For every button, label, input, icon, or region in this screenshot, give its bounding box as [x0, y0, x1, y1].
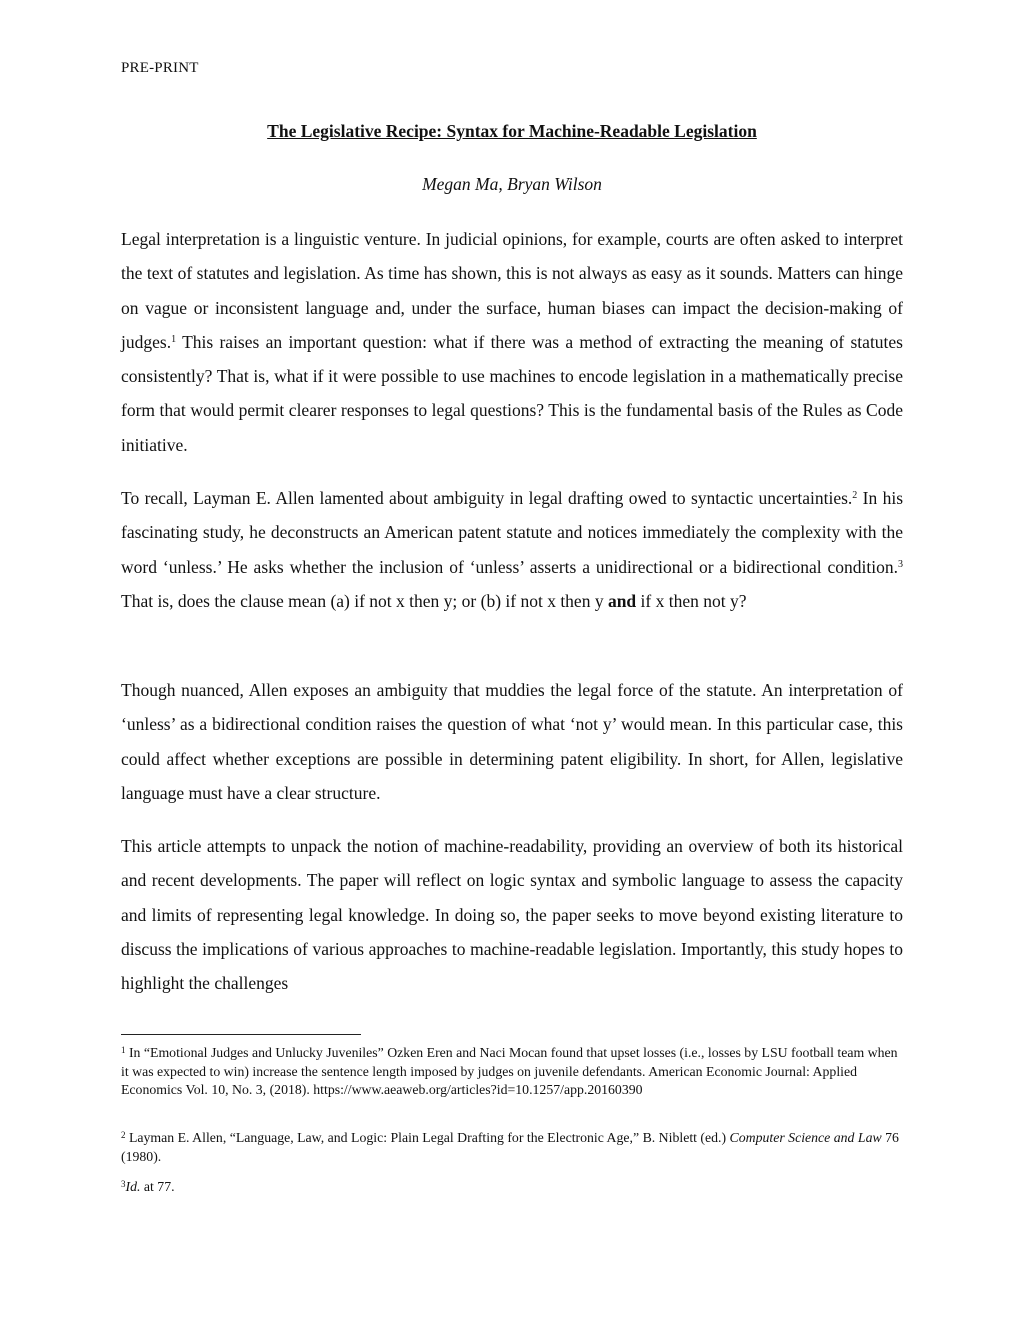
paragraph-2-text-b: In his fascinating study, he deconstructs an American patent statute and notices immediately the complexity with the word ‘unless.’ He asks whether the inclusion of ‘unless’ asserts a unidirectional or a bidirectional condition. — [121, 488, 903, 577]
paragraph-2-bold-and: and — [607, 590, 637, 611]
paragraph-2 — [121, 481, 903, 618]
footnote-1 — [121, 1044, 903, 1100]
footnote-3-italic: Id. — [125, 1179, 141, 1194]
footnote-2-text-a: Layman E. Allen, “Language, Law, and Logic: Plain Legal Drafting for the Electronic Age,” B. Niblett (ed.) — [125, 1130, 730, 1145]
paragraph-2-text-a: To recall, Layman E. Allen lamented about ambiguity in legal drafting owed to syntactic uncertainties. — [121, 488, 853, 508]
footnote-2-number: 2 — [121, 1130, 126, 1140]
footnote-1-number: 1 — [121, 1045, 126, 1055]
paragraph-3: Though nuanced, Allen exposes an ambiguity that muddies the legal force of the statute. An interpretation of ‘unless’ as a bidirectional condition raises the question of what ‘not y’ would mean. In this particular case, this could affect whether exceptions are possible in determining patent eligibility. In short, for Allen, legislative language must have a clear structure. — [121, 680, 903, 803]
paper-authors: Megan Ma, Bryan Wilson — [422, 174, 602, 194]
footnote-2 — [121, 1129, 903, 1166]
paper-title: The Legislative Recipe: Syntax for Machine-Readable Legislation — [267, 121, 757, 141]
footnote-2-italic: Computer Science and Law — [729, 1130, 882, 1145]
paragraph-2-text-d: if x then not y? — [636, 590, 747, 611]
preprint-header: PRE-PRINT — [121, 60, 199, 76]
footnote-3-number: 3 — [121, 1179, 126, 1189]
paragraph-4: This article attempts to unpack the notion of machine-readability, providing an overview of both its historical and recent developments. The paper will reflect on logic syntax and symbolic language to assess the capacity and limits of representing legal knowledge. In doing so, the paper seeks to move beyond existing literature to discuss the implications of various approaches to machine-readable legislation. Importantly, this study hopes to highlight the challenges — [121, 836, 903, 994]
footnote-ref-1[interactable]: 1 — [171, 333, 177, 345]
footnote-ref-3[interactable]: 3 — [898, 558, 903, 570]
footnote-3-text: at 77. — [140, 1179, 175, 1194]
footnote-1-text: In “Emotional Judges and Unlucky Juveniles” Ozken Eren and Naci Mocan found that upset losses (i.e., losses by LSU football team when it was expected to win) increase the sentence length imposed by judges on juvenile defendants. American Economic Journal: Applied Economics Vol. 10, No. 3, (2018). https://www.aeaweb.org/articles?id=10.1257/app.20160390 — [121, 1045, 898, 1097]
paragraph-1-text-b: This raises an important question: what if there was a method of extracting the meaning of statutes consistently? That is, what if it were possible to use machines to encode legislation in a mathematically precise form that would permit clearer responses to legal questions? This is the fundamental basis of the Rules as Code initiative. — [121, 331, 903, 455]
footnote-2-text-b: 76 (1980). — [121, 1130, 899, 1164]
footnote-3 — [121, 1178, 903, 1197]
footnote-separator — [121, 1034, 361, 1035]
footnote-ref-2[interactable]: 2 — [852, 490, 858, 501]
paragraph-1 — [121, 222, 903, 462]
paragraph-2-text-c: That is, does the clause mean (a) if not x then y; or (b) if not x then y — [121, 590, 608, 611]
paragraph-1-text-a: Legal interpretation is a linguistic venture. In judicial opinions, for example, courts are often asked to interpret the text of statutes and legislation. As time has shown, this is not always as easy as it sounds. Matters can hinge on vague or inconsistent language and, under the surface, human biases can impact the decision-making of judges. — [121, 229, 903, 352]
